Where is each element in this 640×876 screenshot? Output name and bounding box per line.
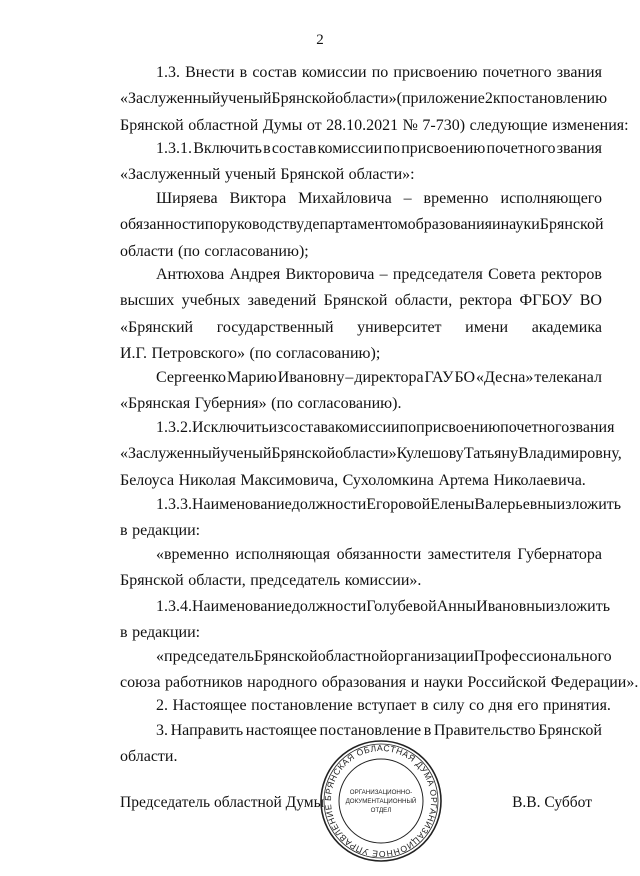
paragraph	[120, 60, 629, 139]
text-line: Сергеенко Марию Ивановну – директора ГАУ БО «Десна» телеканал	[156, 369, 602, 386]
text-line: «Брянский государственный университет имени академика	[120, 318, 602, 336]
text-line: Белоуса Николая Максимовича, Сухоломкина Артема Николаевича.	[120, 471, 586, 489]
paragraph	[120, 186, 602, 265]
text-line: в редакции:	[120, 522, 201, 540]
text-line: 1.3.1. Включить в состав комиссии по присвоению почетного звания	[156, 140, 602, 157]
text-line: «временно исполняющая обязанности заместителя Губернатора	[156, 546, 602, 563]
text-line: области (по согласованию);	[120, 242, 309, 260]
text-line: 1.3.2. Исключить из состава комиссии по присвоению почетного звания	[156, 419, 615, 436]
text-line: в редакции:	[120, 624, 201, 642]
text-line: И.Г. Петровского» (по согласованию);	[120, 344, 381, 362]
text-line: 2. Настоящее постановление вступает в силу со дня его принятия.	[156, 697, 611, 714]
paragraph	[120, 644, 639, 697]
signatory-position: Председатель областной Думы	[120, 794, 325, 811]
paragraph	[120, 594, 610, 647]
text-line: 1.3. Внести в состав комиссии по присвоению почетного звания	[156, 64, 602, 81]
paragraph	[120, 365, 602, 418]
text-line: Антюхова Андрея Викторовича – председателя Совета ректоров	[156, 266, 602, 283]
text-line: области.	[120, 748, 178, 766]
paragraph	[120, 542, 602, 595]
stamp-center-line: ОРГАНИЗАЦИОННО-	[349, 789, 413, 796]
paragraph	[120, 492, 622, 545]
stamp-center-line: ОТДЕЛ	[370, 807, 392, 814]
paragraph	[120, 693, 611, 719]
text-line: «Заслуженный ученый Брянской области» (приложение 2 к постановлению	[120, 90, 608, 108]
stamp-ring-text: БРЯНСКАЯ ОБЛАСТНАЯ ДУМА ОРГАНИЗАЦИОННОЕ УПРАВЛЕНИЕ	[322, 742, 440, 860]
paragraph	[120, 136, 602, 189]
signatory-name: В.В. Суббот	[512, 794, 592, 811]
paragraph	[120, 262, 602, 367]
text-line: союза работников народного образования и науки Российской Федерации».	[120, 674, 639, 692]
text-line: Ширяева Виктора Михайловича – временно исполняющего	[156, 190, 602, 207]
text-line: 1.3.4. Наименование должности Голубевой Анны Ивановны изложить	[156, 598, 610, 615]
text-line: 1.3.3. Наименование должности Егоровой Елены Валерьевны изложить	[156, 496, 622, 513]
text-line: «Брянская Губерния» (по согласованию).	[120, 395, 402, 413]
text-line: «Заслуженный ученый Брянской области»:	[120, 166, 415, 184]
text-line: «Заслуженный ученый Брянской области» Кулешову Татьяну Владимировну,	[120, 445, 622, 463]
stamp-center-line: ДОКУМЕНТАЦИОННЫЙ	[345, 798, 417, 805]
official-stamp	[318, 738, 444, 864]
text-line: обязанности по руководству департаментом образования и науки Брянской	[120, 216, 604, 234]
text-line: Брянской области, председатель комиссии».	[120, 572, 422, 590]
text-line: «председатель Брянской областной организации Профессионального	[156, 648, 612, 665]
text-line: 3. Направить настоящее постановление в Правительство Брянской	[156, 722, 602, 739]
text-line: Брянской областной Думы от 28.10.2021 № 7-730) следующие изменения:	[120, 116, 629, 134]
paragraph	[120, 415, 622, 494]
text-line: высших учебных заведений Брянской области, ректора ФГБОУ ВО	[120, 292, 602, 310]
page-number: 2	[316, 32, 324, 48]
